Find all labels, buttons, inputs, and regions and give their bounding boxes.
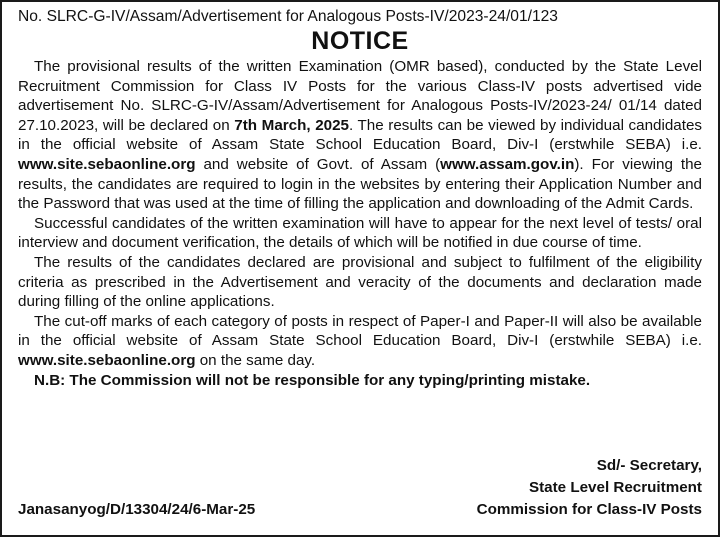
- para1-text-b: . The results can be viewed by individual candidates in the official website of Assam State School Education Board, Div-I (erstwhile SEBA) i.e.: [18, 116, 702, 154]
- para1-text-a: The provisional results of the written Examination (OMR based), conducted by the State Level Recruitment Commission for Class IV Posts for the various Class-IV posts advertised vide advertisement No. SLRC-G-IV/Assam/Advertisement for Analogous Posts-IV/2023-24/ 01/14 dated 27.10.2023, will be declared on: [18, 58, 702, 134]
- assam-gov-website: www.assam.gov.in: [440, 155, 575, 173]
- paragraph-provisional: The results of the candidates declared are provisional and subject to fulfilment of the eligibility criteria as prescribed in the Advertisement and veracity of the documents and declaration made during filling of the online applications.: [18, 253, 702, 311]
- paragraph-cutoff: [18, 312, 702, 371]
- notice-title: NOTICE: [311, 27, 409, 55]
- para1-text-c: and website of Govt. of Assam (: [195, 155, 441, 173]
- seba-website: www.site.sebaonline.org: [18, 155, 196, 173]
- para1-text-d: ). For viewing the results, the candidates are required to login in the websites by entering their Application Number and the Password that was used at the time of filling the application and downloading of the Admit Cards.: [18, 155, 702, 213]
- paragraph-next-level: Successful candidates of the written examination will have to appear for the next level of tests/ oral interview and document verification, the details of which will be notified in due course of time.: [18, 214, 702, 252]
- signature-block: [477, 455, 702, 521]
- paragraph-results-declaration: [18, 57, 702, 214]
- para4-text-a: The cut-off marks of each category of posts in respect of Paper-I and Paper-II will also be available in the official website of Assam State School Education Board, Div-I (erstwhile SEBA) i.e.: [18, 312, 702, 350]
- signature-line-3: Commission for Class-IV Posts: [476, 501, 702, 518]
- seba-website-cutoff: www.site.sebaonline.org: [18, 351, 196, 369]
- declaration-date: 7th March, 2025: [234, 116, 349, 134]
- nota-bene: N.B: The Commission will not be responsible for any typing/printing mistake.: [34, 371, 591, 389]
- janasanyog-reference: Janasanyog/D/13304/24/6-Mar-25: [18, 501, 256, 518]
- reference-number: No. SLRC-G-IV/Assam/Advertisement for Analogous Posts-IV/2023-24/01/123: [18, 8, 558, 25]
- signature-line-2: State Level Recruitment: [528, 479, 702, 496]
- para4-text-b: on the same day.: [195, 351, 316, 369]
- signature-line-1: Sd/- Secretary,: [596, 457, 702, 474]
